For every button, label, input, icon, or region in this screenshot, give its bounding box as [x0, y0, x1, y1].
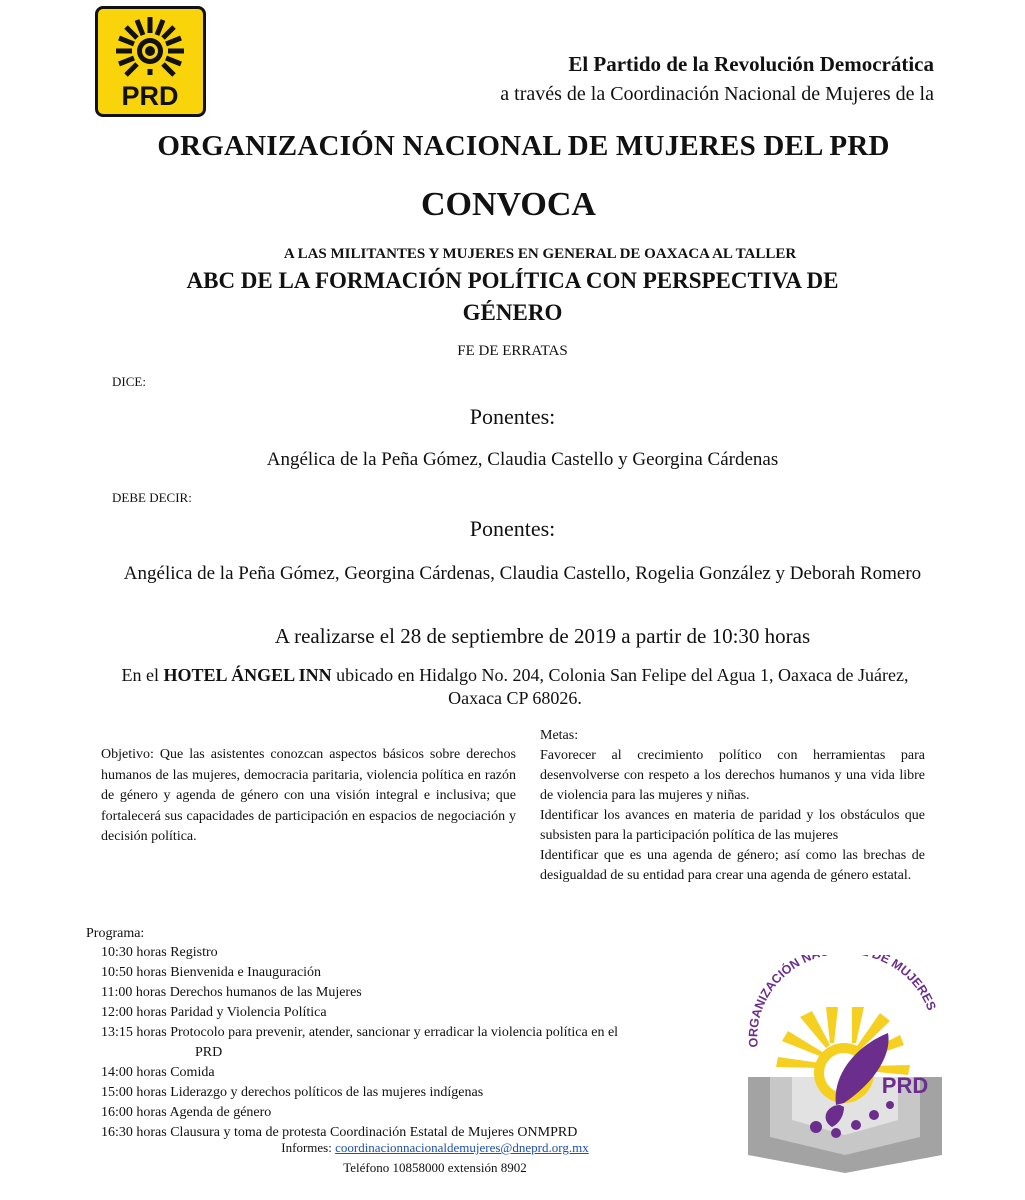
- ponentes-label-2: Ponentes:: [469, 516, 556, 541]
- onm-logo: [740, 955, 950, 1175]
- programa-item: 15:00 horas Liderazgo y derechos políticos de las mujeres indígenas: [101, 1085, 484, 1100]
- fe-de-erratas: FE DE ERRATAS: [457, 343, 568, 359]
- programa-item: 13:15 horas Protocolo para prevenir, atender, sancionar y erradicar la violencia política en el: [101, 1025, 619, 1040]
- programa-list: [101, 943, 726, 1143]
- subtitle-audience: A LAS MILITANTES Y MUJERES EN GENERAL DE OAXACA AL TALLER: [283, 246, 797, 262]
- metas-item: Identificar los avances en materia de paridad y los obstáculos que subsisten para la participación política de las mujeres: [540, 808, 925, 843]
- programa-item: 10:30 horas Registro: [101, 945, 218, 960]
- ponentes-names-1: Angélica de la Peña Gómez, Claudia Castello y Georgina Cárdenas: [266, 449, 779, 470]
- subtitle-workshop: [0, 265, 1025, 329]
- ponentes-label-1: Ponentes:: [469, 404, 556, 429]
- metas-item: Identificar que es una agenda de género; así como las brechas de desigualdad de su entidad para crear una agenda de género estatal.: [540, 848, 925, 883]
- ponentes-names-2: Angélica de la Peña Gómez, Georgina Cárdenas, Claudia Castello, Rogelia González y Deborah Romero: [123, 563, 922, 584]
- header-line-1: El Partido de la Revolución Democrática: [568, 52, 934, 76]
- metas-item: Favorecer al crecimiento político con herramientas para desenvolverse con respeto a los derechos humanos y una vida libre de violencia para las mujeres y niñas.: [540, 748, 925, 803]
- informes-label: Informes:: [281, 1140, 336, 1155]
- onm-logo-text: PRD: [881, 1073, 929, 1098]
- prd-sun-icon: [98, 9, 203, 114]
- informes-telefono: Teléfono 10858000 extensión 8902: [343, 1160, 527, 1175]
- programa-item: 16:30 horas Clausura y toma de protesta Coordinación Estatal de Mujeres ONMPRD: [101, 1125, 578, 1140]
- onm-arc-text: ORGANIZACIÓN N DE MUJERES: [746, 955, 939, 1048]
- convoca-heading: CONVOCA: [421, 186, 596, 223]
- location-address: ubicado en Hidalgo No. 204, Colonia San Felipe del Agua 1, Oaxaca de Juárez, Oaxaca CP 68026.: [331, 665, 909, 708]
- programa-item: 14:00 horas Comida: [101, 1065, 215, 1080]
- location-prefix: En el: [121, 665, 164, 685]
- programa-item: 16:00 horas Agenda de género: [101, 1105, 272, 1120]
- prd-logo-text: PRD: [121, 81, 179, 111]
- metas-section: [540, 726, 925, 886]
- programa-item: 11:00 horas Derechos humanos de las Mujeres: [101, 985, 362, 1000]
- event-location: [115, 664, 915, 710]
- informes-email-link[interactable]: coordinacionnacionaldemujeres@dneprd.org.mx: [335, 1140, 589, 1155]
- metas-label: Metas:: [540, 728, 579, 743]
- programa-item: 12:00 horas Paridad y Violencia Política: [101, 1005, 327, 1020]
- document-title: ORGANIZACIÓN NACIONAL DE MUJERES DEL PRD: [157, 130, 890, 162]
- onm-butterfly-icon: [740, 955, 950, 1175]
- programa-label: Programa:: [86, 926, 145, 941]
- subtitle-workshop-line-1: ABC DE LA FORMACIÓN POLÍTICA CON PERSPECTIVA DE: [186, 268, 839, 293]
- prd-logo: [95, 6, 206, 117]
- objetivo-paragraph: Objetivo: Que las asistentes conozcan aspectos básicos sobre derechos humanos de las mujeres, democracia paritaria, violencia política en razón de género y agenda de género con una visión integral e inclusiva; que fortalecerá sus capacidades de participación en espacios de negociación y decisión política.: [101, 747, 516, 844]
- subtitle-workshop-line-2: GÉNERO: [462, 300, 563, 325]
- programa-item-continuation: PRD: [195, 1045, 223, 1060]
- debe-decir-label: DEBE DECIR:: [112, 490, 192, 505]
- svg-text:ORGANIZACIÓN NACIONAL DE MUJER: [746, 955, 938, 1048]
- dice-label: DICE:: [112, 374, 146, 389]
- header-line-2: a través de la Coordinación Nacional de Mujeres de la: [500, 83, 934, 105]
- hotel-name: HOTEL ÁNGEL INN: [163, 665, 332, 685]
- programa-item: 10:50 horas Bienvenida e Inauguración: [101, 965, 322, 980]
- event-date: A realizarse el 28 de septiembre de 2019 a partir de 10:30 horas: [274, 624, 811, 648]
